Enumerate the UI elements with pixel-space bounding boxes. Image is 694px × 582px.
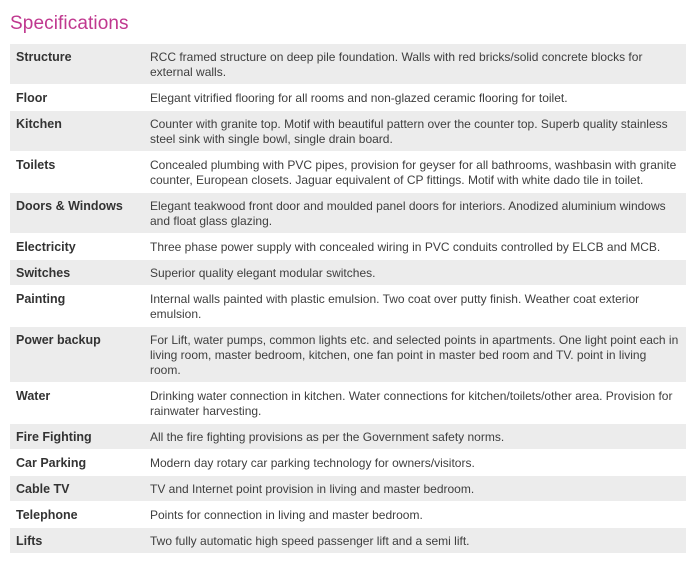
spec-description: Internal walls painted with plastic emulsion. Two coat over putty finish. Weather coat exterior emulsion.: [150, 286, 686, 327]
spec-row: [10, 234, 686, 260]
spec-row: [10, 193, 686, 234]
spec-row: [10, 286, 686, 327]
specifications-table: [10, 44, 686, 554]
spec-label: Car Parking: [10, 450, 150, 476]
spec-row: [10, 85, 686, 111]
spec-label: Switches: [10, 260, 150, 286]
spec-description: Concealed plumbing with PVC pipes, provision for geyser for all bathrooms, washbasin with granite counter, European closets. Jaguar equivalent of CP fittings. Motif with white dado tile in toilet.: [150, 152, 686, 193]
spec-row: [10, 502, 686, 528]
spec-label: Fire Fighting: [10, 424, 150, 450]
spec-description: Elegant vitrified flooring for all rooms and non-glazed ceramic flooring for toilet.: [150, 85, 686, 111]
spec-description: TV and Internet point provision in living and master bedroom.: [150, 476, 686, 502]
spec-label: Structure: [10, 44, 150, 85]
spec-description: Two fully automatic high speed passenger lift and a semi lift.: [150, 528, 686, 554]
spec-row: [10, 44, 686, 85]
spec-label: Water: [10, 383, 150, 424]
spec-row: [10, 450, 686, 476]
spec-description: For Lift, water pumps, common lights etc. and selected points in apartments. One light point each in living room, master bedroom, kitchen, one fan point in master bed room and TV. point in living room.: [150, 327, 686, 383]
spec-description: Modern day rotary car parking technology for owners/visitors.: [150, 450, 686, 476]
spec-row: [10, 424, 686, 450]
spec-description: Points for connection in living and master bedroom.: [150, 502, 686, 528]
spec-row: [10, 260, 686, 286]
spec-label: Telephone: [10, 502, 150, 528]
spec-description: Three phase power supply with concealed wiring in PVC conduits controlled by ELCB and MCB.: [150, 234, 686, 260]
specifications-table-body: [10, 44, 686, 554]
spec-row: [10, 152, 686, 193]
spec-label: Painting: [10, 286, 150, 327]
spec-row: [10, 327, 686, 383]
spec-label: Electricity: [10, 234, 150, 260]
spec-row: [10, 476, 686, 502]
spec-label: Power backup: [10, 327, 150, 383]
spec-row: [10, 528, 686, 554]
spec-label: Kitchen: [10, 111, 150, 152]
spec-row: [10, 383, 686, 424]
spec-description: RCC framed structure on deep pile foundation. Walls with red bricks/solid concrete blocks for external walls.: [150, 44, 686, 85]
spec-description: Counter with granite top. Motif with beautiful pattern over the counter top. Superb quality stainless steel sink with single bowl, single drain board.: [150, 111, 686, 152]
spec-label: Lifts: [10, 528, 150, 554]
spec-description: Drinking water connection in kitchen. Water connections for kitchen/toilets/other area. Provision for rainwater harvesting.: [150, 383, 686, 424]
spec-label: Cable TV: [10, 476, 150, 502]
spec-row: [10, 111, 686, 152]
spec-label: Floor: [10, 85, 150, 111]
spec-description: All the fire fighting provisions as per the Government safety norms.: [150, 424, 686, 450]
spec-label: Toilets: [10, 152, 150, 193]
spec-label: Doors & Windows: [10, 193, 150, 234]
spec-description: Elegant teakwood front door and moulded panel doors for interiors. Anodized aluminium windows and float glass glazing.: [150, 193, 686, 234]
page-title: Specifications: [10, 13, 129, 34]
spec-description: Superior quality elegant modular switches.: [150, 260, 686, 286]
